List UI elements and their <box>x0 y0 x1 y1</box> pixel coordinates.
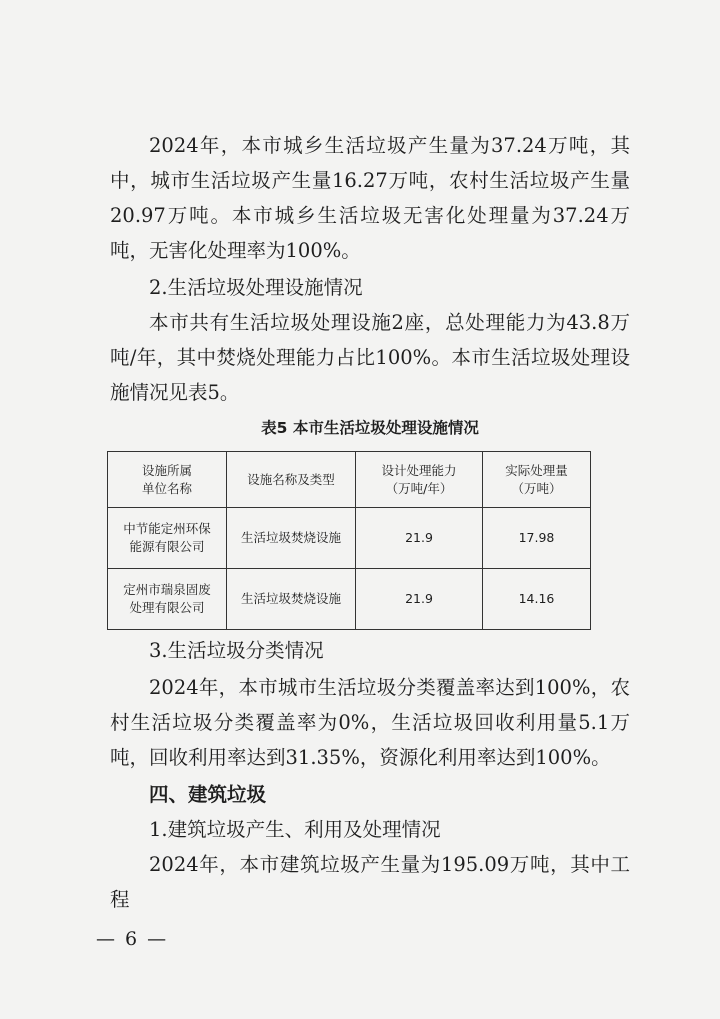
header-actual-line1: 实际处理量 <box>505 462 568 478</box>
cell-capacity: 21.9 <box>356 569 483 630</box>
header-unit <box>108 452 227 508</box>
paragraph-construction-generation: 2024年，本市建筑垃圾产生量为195.09万吨，其中工程 <box>110 853 630 911</box>
paragraph-facilities: 本市共有生活垃圾处理设施2座，总处理能力为43.8万吨/年，其中焚烧处理能力占比100%。本市生活垃圾处理设施情况见表5。 <box>110 311 630 404</box>
header-capacity-line2: （万吨/年） <box>385 480 453 496</box>
cell-facility: 生活垃圾焚烧设施 <box>227 508 356 569</box>
paragraph-classification: 2024年，本市城市生活垃圾分类覆盖率达到100%，农村生活垃圾分类覆盖率为0%，生活垃圾回收利用量5.1万吨，回收利用率达到31.35%，资源化利用率达到100%。 <box>110 676 630 769</box>
cell-actual: 17.98 <box>483 508 591 569</box>
table-caption: 表5 本市生活垃圾处理设施情况 <box>261 419 479 437</box>
page-number: — 6 — <box>96 928 169 950</box>
cell-unit-line2: 处理有限公司 <box>129 600 205 615</box>
header-capacity <box>356 452 483 508</box>
facilities-table <box>107 451 591 630</box>
section-heading-construction-waste: 四、建筑垃圾 <box>149 783 267 806</box>
section-heading-facilities: 2.生活垃圾处理设施情况 <box>149 276 363 299</box>
cell-unit-line1: 中节能定州环保 <box>123 521 211 536</box>
cell-actual: 14.16 <box>483 569 591 630</box>
table-row <box>108 569 591 630</box>
cell-unit-line1: 定州市瑞泉固废 <box>123 582 211 597</box>
table-row <box>108 508 591 569</box>
header-actual-line2: （万吨） <box>511 480 562 496</box>
cell-facility: 生活垃圾焚烧设施 <box>227 569 356 630</box>
header-actual <box>483 452 591 508</box>
header-capacity-line1: 设计处理能力 <box>381 462 457 478</box>
header-facility: 设施名称及类型 <box>227 452 356 508</box>
header-unit-line1: 设施所属 <box>141 462 192 478</box>
cell-unit <box>108 508 227 569</box>
paragraph-msw-generation: 2024年，本市城乡生活垃圾产生量为37.24万吨，其中，城市生活垃圾产生量16.27万吨，农村生活垃圾产生量20.97万吨。本市城乡生活垃圾无害化处理量为37.24万吨，无害化处理率为100%。 <box>110 134 630 262</box>
cell-unit <box>108 569 227 630</box>
cell-unit-line2: 能源有限公司 <box>129 539 205 554</box>
cell-capacity: 21.9 <box>356 508 483 569</box>
section-heading-construction-generation: 1.建筑垃圾产生、利用及处理情况 <box>149 818 441 841</box>
header-unit-line2: 单位名称 <box>141 480 192 496</box>
section-heading-classification: 3.生活垃圾分类情况 <box>149 639 324 662</box>
table-header-row <box>108 452 591 508</box>
